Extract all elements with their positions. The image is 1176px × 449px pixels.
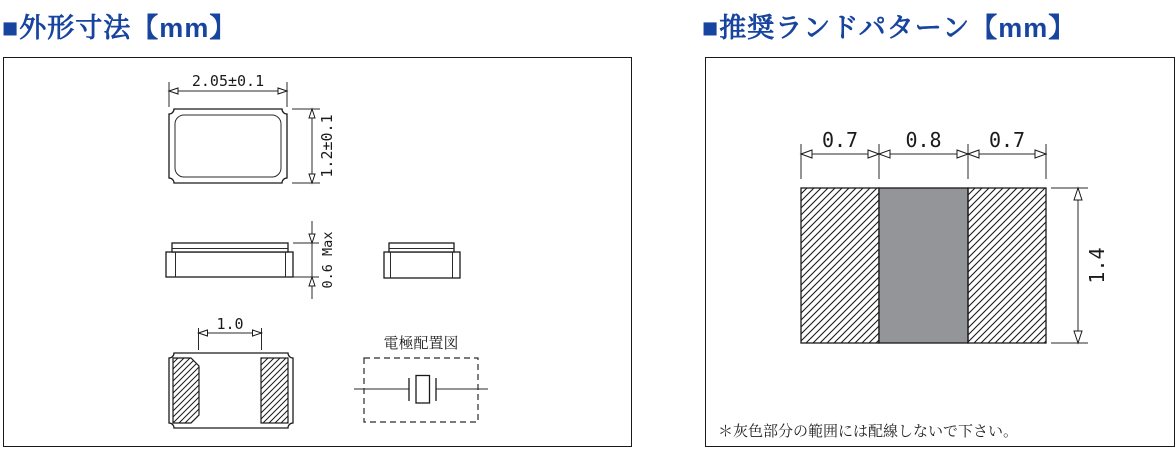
electrode-pad-left <box>173 358 199 423</box>
dim-right-pad-label: 0.7 <box>988 128 1026 152</box>
dim-arrow <box>868 150 879 158</box>
electrode-pad-right <box>261 358 288 423</box>
right-section-title: ■推奨ランドパターン【mm】 <box>702 13 1077 43</box>
electrode-diagram-title: 電極配置図 <box>383 334 459 352</box>
land-pattern <box>801 188 1046 343</box>
dim-horizontal <box>801 128 1046 179</box>
dim-arrow <box>1074 331 1082 343</box>
dim-arrow <box>169 88 178 94</box>
land-pattern-panel <box>705 57 1175 447</box>
top-view <box>169 72 336 183</box>
dim-arrow <box>957 150 968 158</box>
dim-arrow <box>879 150 890 158</box>
dim-arrow <box>199 330 208 336</box>
crystal-rect <box>416 376 430 404</box>
lid-outline <box>389 243 454 252</box>
dim-arrow <box>1074 188 1082 200</box>
dim-thickness <box>293 221 336 299</box>
body-outline <box>384 252 460 278</box>
dim-arrow <box>1035 150 1046 158</box>
dim-height-label: 1.2±0.1 <box>318 114 336 178</box>
dim-thickness-label: 0.6 Max <box>320 231 336 289</box>
land-pattern-drawing <box>706 58 1174 446</box>
dim-electrode-gap <box>199 315 262 350</box>
diagram-border <box>364 358 478 422</box>
dim-arrow <box>309 234 315 243</box>
dim-arrow <box>278 88 287 94</box>
dim-arrow <box>968 150 979 158</box>
package-outline <box>169 109 287 183</box>
dim-arrow <box>309 109 315 118</box>
dim-arrow <box>309 174 315 183</box>
side-view <box>166 221 336 299</box>
body-outline <box>166 252 293 277</box>
dim-center-label: 0.8 <box>905 128 942 152</box>
left-section-title: ■外形寸法【mm】 <box>2 13 238 43</box>
electrode-arrangement-diagram <box>354 334 488 422</box>
dim-pad-height-label: 1.4 <box>1085 247 1109 284</box>
plate-line <box>409 378 436 401</box>
dim-arrow <box>309 277 315 286</box>
dim-width <box>169 72 287 107</box>
dim-left-pad-label: 0.7 <box>821 128 859 152</box>
outline-dimensions-panel <box>3 57 632 447</box>
end-view <box>384 243 460 278</box>
dim-arrow <box>801 150 812 158</box>
lid-outline <box>172 243 288 252</box>
land-pad-right <box>968 188 1046 343</box>
dim-arrow <box>253 330 262 336</box>
dim-gap-label: 1.0 <box>216 315 244 333</box>
keepout-note: ＊灰色部分の範囲には配線しないで下さい。 <box>718 422 1019 440</box>
dim-height <box>292 109 336 183</box>
land-pad-left <box>801 188 879 343</box>
bottom-view <box>169 315 293 428</box>
crystal-symbol <box>354 376 488 404</box>
dim-vertical <box>1051 188 1109 343</box>
keepout-area <box>879 188 968 343</box>
dim-width-label: 2.05±0.1 <box>191 72 265 90</box>
outline-drawing <box>4 58 631 446</box>
